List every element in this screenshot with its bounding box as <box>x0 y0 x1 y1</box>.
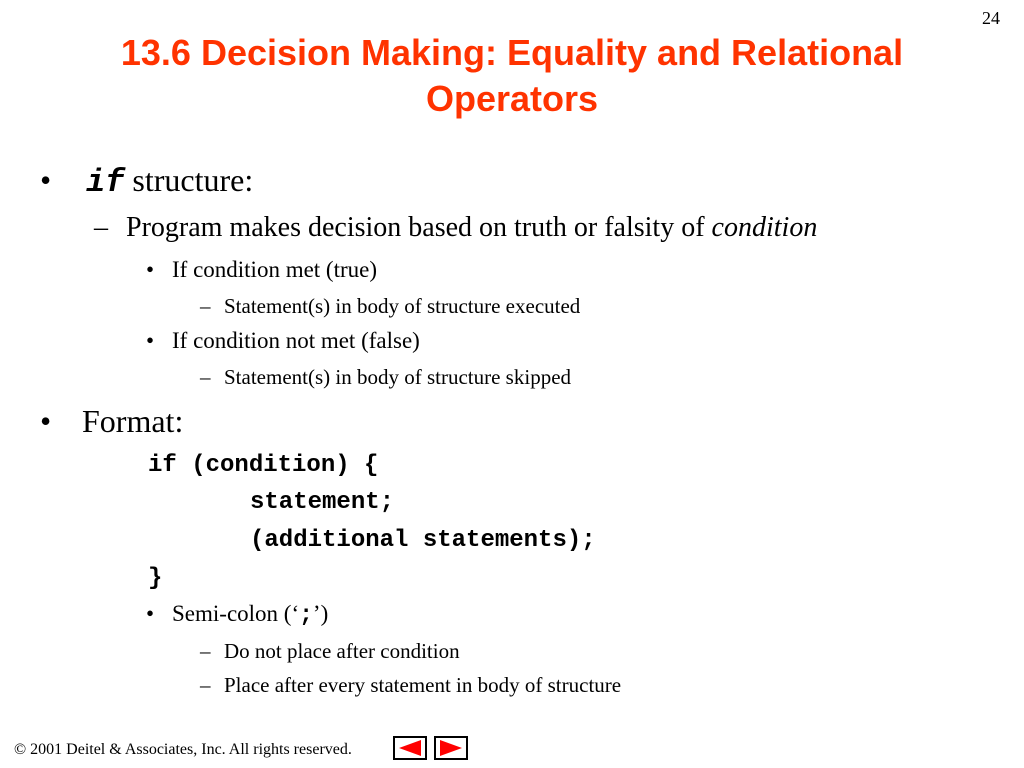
detail-not-after-condition <box>200 639 460 664</box>
code-line-statement: statement; <box>250 489 395 516</box>
semicolon-pre: Semi-colon (‘ <box>172 601 300 626</box>
bullet-marker: • <box>146 328 155 353</box>
next-slide-button[interactable] <box>434 736 468 760</box>
slide-title: 13.6 Decision Making: Equality and Relational Operators <box>120 32 904 119</box>
dash-marker: – <box>200 673 211 697</box>
if-keyword: if <box>86 164 125 201</box>
bullet-marker: • <box>40 403 52 439</box>
bullet-text: If condition met (true) <box>172 257 378 282</box>
sub-sub-bullet-condition-not-met <box>146 328 420 354</box>
detail-skipped <box>200 365 571 390</box>
slide-number: 24 <box>982 8 1000 28</box>
bullet-marker: • <box>40 162 52 198</box>
dash-marker: – <box>200 294 211 318</box>
triangle-right-icon <box>438 739 464 757</box>
triangle-left-icon <box>397 739 423 757</box>
bullet-if-structure <box>40 162 253 201</box>
code-line-additional: (additional statements); <box>250 527 596 554</box>
dash-marker: – <box>94 212 108 243</box>
bullet-format <box>40 403 183 440</box>
detail-executed <box>200 294 580 319</box>
detail-text: Statement(s) in body of structure executed <box>224 294 581 318</box>
semicolon-code: ; <box>299 602 313 628</box>
code-line-close-brace: } <box>148 565 163 592</box>
detail-text: Place after every statement in body of structure <box>224 673 622 697</box>
bullet-text: Format: <box>82 403 184 439</box>
sub-bullet-text: Program makes decision based on truth or falsity of <box>126 212 705 243</box>
dash-marker: – <box>200 365 211 389</box>
bullet-text: If condition not met (false) <box>172 328 420 353</box>
bullet-marker: • <box>146 601 155 626</box>
detail-text: Do not place after condition <box>224 639 460 663</box>
copyright-footer: © 2001 Deitel & Associates, Inc. All rights reserved. <box>14 741 352 758</box>
detail-after-every-statement <box>200 673 621 698</box>
bullet-marker: • <box>146 257 155 282</box>
sub-sub-bullet-condition-met <box>146 257 377 283</box>
condition-italic: condition <box>711 212 818 243</box>
detail-text: Statement(s) in body of structure skipped <box>224 365 572 389</box>
code-line-if: if (condition) { <box>148 452 379 479</box>
semicolon-post: ’) <box>312 601 329 626</box>
sub-bullet-decision <box>94 212 817 244</box>
dash-marker: – <box>200 639 211 663</box>
sub-bullet-semicolon <box>146 601 328 628</box>
bullet-text: structure: <box>132 162 254 198</box>
previous-slide-button[interactable] <box>393 736 427 760</box>
